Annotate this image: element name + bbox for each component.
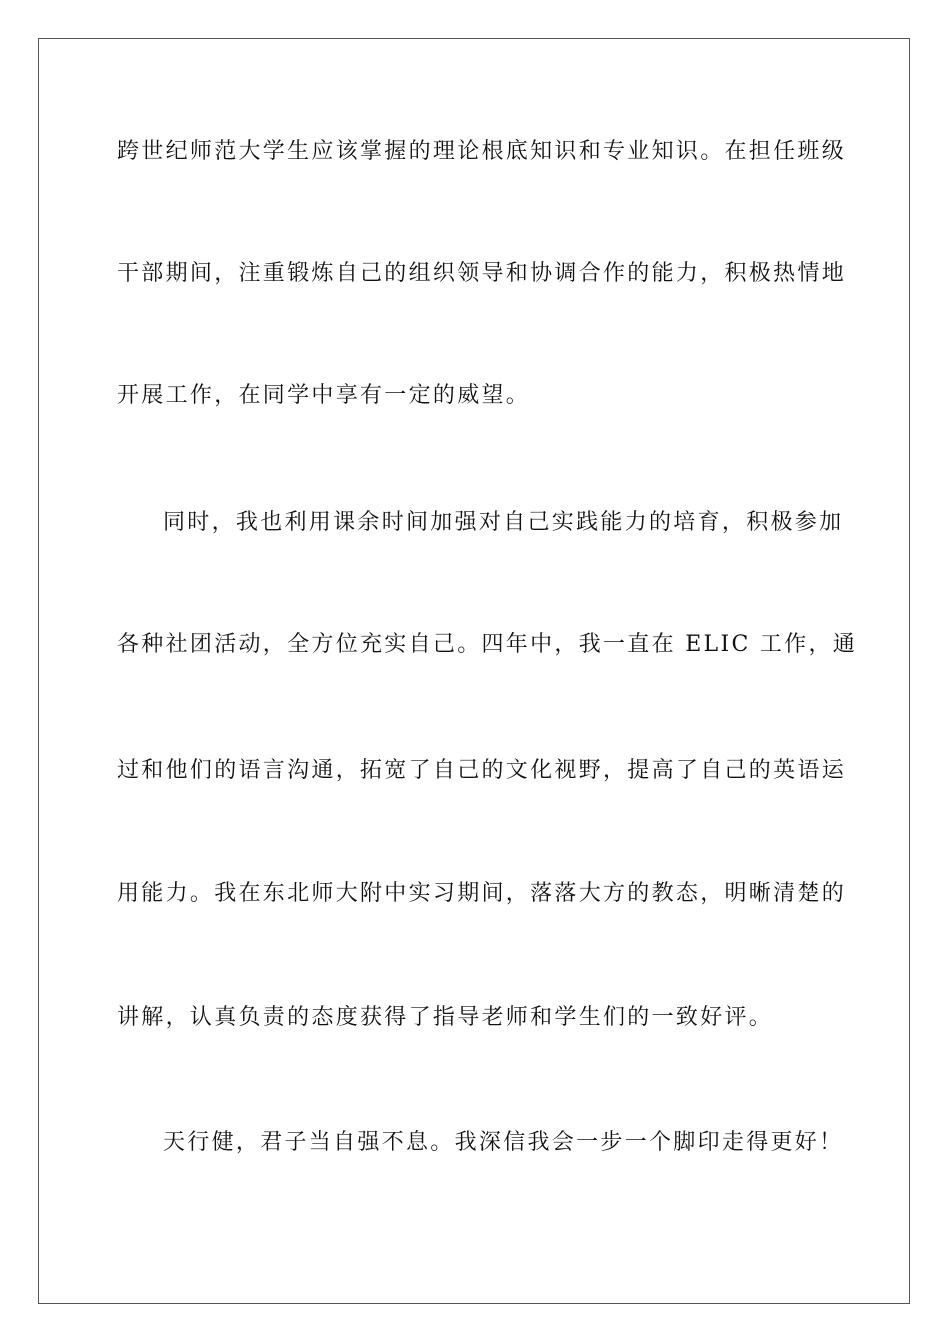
text-line-9: 天行健，君子当自强不息。我深信我会一步一个脚印走得更好！ <box>163 1130 844 1155</box>
text-line-5: 各种社团活动，全方位充实自己。四年中，我一直在 ELIC 工作，通 <box>117 632 858 657</box>
text-line-8: 讲解，认真负责的态度获得了指导老师和学生们的一致好评。 <box>117 1005 774 1030</box>
text-line-2: 干部期间，注重锻炼自己的组织领导和协调合作的能力，积极热情地 <box>117 261 847 286</box>
text-line-4: 同时，我也利用课余时间加强对自己实践能力的培育，积极参加 <box>163 510 844 535</box>
page-frame <box>38 38 910 1304</box>
text-line-6: 过和他们的语言沟通，拓宽了自己的文化视野，提高了自己的英语运 <box>117 758 847 783</box>
text-line-1: 跨世纪师范大学生应该掌握的理论根底知识和专业知识。在担任班级 <box>117 139 847 164</box>
text-line-3: 开展工作，在同学中享有一定的威望。 <box>117 383 531 408</box>
text-line-7: 用能力。我在东北师大附中实习期间，落落大方的教态，明晰清楚的 <box>117 881 847 906</box>
